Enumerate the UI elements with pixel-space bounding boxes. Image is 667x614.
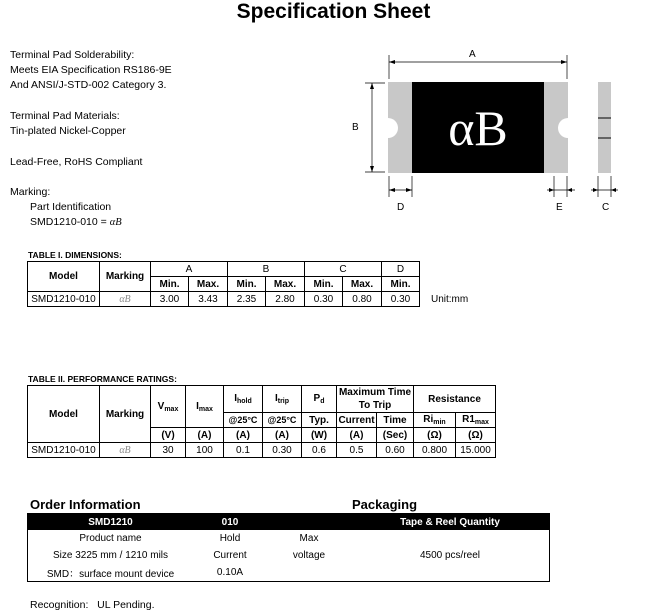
dim-label-d: D bbox=[397, 202, 405, 213]
rimin-sub: min bbox=[433, 419, 446, 426]
order-cell: SMD：surface mount device bbox=[46, 569, 175, 580]
order-cell: 0.10A bbox=[216, 567, 244, 578]
unit-label: Unit:mm bbox=[431, 294, 469, 305]
solderability-line: And ANSI/J-STD-002 Category 3. bbox=[10, 79, 167, 91]
unit-a: (A) bbox=[337, 428, 377, 443]
dim-label-a: A bbox=[469, 49, 476, 60]
unit-sec: (Sec) bbox=[377, 428, 414, 443]
marking-symbol: αB bbox=[109, 217, 122, 228]
imax-symbol: I bbox=[196, 400, 199, 412]
order-table bbox=[27, 513, 550, 582]
cell-imax: 100 bbox=[186, 443, 224, 458]
solderability-line: Meets EIA Specification RS186-9E bbox=[10, 64, 172, 76]
packaging-heading: Packaging bbox=[352, 497, 418, 512]
cell-model: SMD1210-010 bbox=[28, 443, 100, 458]
table-row bbox=[28, 530, 550, 547]
vmax-sub: max bbox=[164, 405, 179, 413]
cell-r1max: 15.000 bbox=[456, 443, 496, 458]
col-time: Time bbox=[377, 413, 414, 428]
unit-ohm: (Ω) bbox=[456, 428, 496, 443]
order-cell: voltage bbox=[292, 550, 326, 561]
col-model: Model bbox=[28, 386, 100, 443]
cell-pd: 0.6 bbox=[302, 443, 337, 458]
cell-c-max: 0.80 bbox=[343, 292, 382, 307]
col-max: Max. bbox=[343, 277, 382, 292]
col-r1max bbox=[456, 413, 496, 428]
table-row bbox=[28, 564, 550, 582]
dim-label-e: E bbox=[556, 202, 563, 213]
cell-current: 0.5 bbox=[337, 443, 377, 458]
ihold-symbol: I bbox=[234, 393, 237, 404]
cell-d-min: 0.30 bbox=[382, 292, 420, 307]
table-row bbox=[28, 292, 420, 307]
col-d: D bbox=[382, 262, 420, 277]
table1-caption: TABLE I. DIMENSIONS: bbox=[28, 250, 122, 260]
ihold-sub: hold bbox=[237, 398, 252, 405]
cell-ihold: 0.1 bbox=[224, 443, 263, 458]
leadfree-note: Lead-Free, RoHS Compliant bbox=[10, 156, 143, 168]
vmax-symbol: V bbox=[157, 400, 165, 412]
pd-sub: d bbox=[320, 398, 325, 405]
cell-vmax: 30 bbox=[151, 443, 186, 458]
marking-title: Marking: bbox=[10, 186, 51, 198]
col-resistance: Resistance bbox=[414, 386, 496, 413]
order-col-blank bbox=[267, 514, 351, 531]
col-max-time-to-trip: Maximum Time To Trip bbox=[337, 386, 414, 413]
unit-w: (W) bbox=[302, 428, 337, 443]
unit-v: (V) bbox=[151, 428, 186, 443]
order-cell: Current bbox=[213, 550, 247, 561]
unit-a: (A) bbox=[224, 428, 263, 443]
dim-label-c: C bbox=[602, 202, 610, 213]
page-title: Specification Sheet bbox=[236, 0, 431, 23]
col-b: B bbox=[228, 262, 305, 277]
materials-line: Terminal Pad Materials: bbox=[10, 110, 120, 122]
unit-ohm: (Ω) bbox=[414, 428, 456, 443]
col-marking: Marking bbox=[100, 386, 151, 443]
order-col-series: SMD1210 bbox=[28, 514, 194, 531]
col-min: Min. bbox=[305, 277, 343, 292]
dim-label-b: B bbox=[352, 122, 359, 133]
itrip-sub: trip bbox=[277, 398, 290, 405]
col-a: A bbox=[151, 262, 228, 277]
order-cell bbox=[351, 564, 550, 582]
table2-caption: TABLE II. PERFORMANCE RATINGS: bbox=[28, 374, 177, 384]
cell-rimin: 0.800 bbox=[414, 443, 456, 458]
col-min: Min. bbox=[151, 277, 189, 292]
col-itrip bbox=[263, 386, 302, 413]
cell-b-min: 2.35 bbox=[228, 292, 266, 307]
col-ihold bbox=[224, 386, 263, 413]
cell-marking: αB bbox=[100, 443, 151, 458]
order-heading: Order Information bbox=[30, 497, 141, 512]
order-cell: 4500 pcs/reel bbox=[419, 550, 481, 561]
col-min: Min. bbox=[382, 277, 420, 292]
cell-b-max: 2.80 bbox=[266, 292, 305, 307]
order-cell bbox=[351, 530, 550, 547]
table-row bbox=[28, 443, 496, 458]
unit-a: (A) bbox=[263, 428, 302, 443]
table-row bbox=[28, 547, 550, 564]
cell-model: SMD1210-010 bbox=[28, 292, 100, 307]
pd-symbol: P bbox=[313, 393, 321, 404]
cell-a-min: 3.00 bbox=[151, 292, 189, 307]
col-current: Current bbox=[338, 414, 375, 426]
solderability-line: Terminal Pad Solderability: bbox=[10, 49, 135, 61]
order-cell: Size 3225 mm / 1210 mils bbox=[52, 550, 169, 561]
materials-note bbox=[10, 109, 126, 139]
materials-line: Tin-plated Nickel-Copper bbox=[10, 125, 126, 137]
order-cell: Max bbox=[299, 533, 319, 544]
marking-note bbox=[10, 185, 122, 230]
col-pd-typ: Typ. bbox=[302, 413, 337, 428]
r1max-sub: max bbox=[474, 419, 489, 426]
cell-marking: αB bbox=[100, 292, 151, 307]
cell-itrip: 0.30 bbox=[263, 443, 302, 458]
col-marking: Marking bbox=[100, 262, 151, 292]
order-cell: Hold bbox=[219, 533, 241, 544]
dimensions-table bbox=[27, 261, 420, 307]
r1max-symbol: R1 bbox=[462, 414, 475, 425]
col-min: Min. bbox=[228, 277, 266, 292]
col-model: Model bbox=[28, 262, 100, 292]
marking-sub: Part Identification bbox=[30, 201, 112, 213]
col-imax bbox=[186, 386, 224, 428]
itrip-symbol: I bbox=[274, 393, 278, 404]
col-c: C bbox=[305, 262, 382, 277]
order-col-packaging: Tape & Reel Quantity bbox=[351, 514, 550, 531]
col-max: Max. bbox=[266, 277, 305, 292]
marking-value bbox=[10, 215, 122, 230]
col-pd bbox=[302, 386, 337, 413]
order-col-rating: 010 bbox=[193, 514, 267, 531]
unit-a: (A) bbox=[186, 428, 224, 443]
col-rimin bbox=[414, 413, 456, 428]
chip-marking: αB bbox=[448, 100, 508, 156]
cell-c-min: 0.30 bbox=[305, 292, 343, 307]
cell-time: 0.60 bbox=[377, 443, 414, 458]
performance-table bbox=[27, 385, 496, 458]
col-max: Max. bbox=[189, 277, 228, 292]
col-vmax bbox=[151, 386, 186, 428]
order-cell: Product name bbox=[79, 533, 142, 544]
rimin-symbol: Ri bbox=[423, 414, 434, 425]
imax-sub: max bbox=[198, 405, 213, 413]
col-ihold-temp: @25°C bbox=[224, 413, 263, 428]
recognition-note: Recognition: UL Pending. bbox=[30, 599, 155, 611]
solderability-note bbox=[10, 48, 172, 93]
col-itrip-temp: @25°C bbox=[263, 413, 302, 428]
marking-value-text: SMD1210-010 = bbox=[30, 216, 110, 228]
order-cell bbox=[267, 564, 351, 582]
cell-a-max: 3.43 bbox=[189, 292, 228, 307]
